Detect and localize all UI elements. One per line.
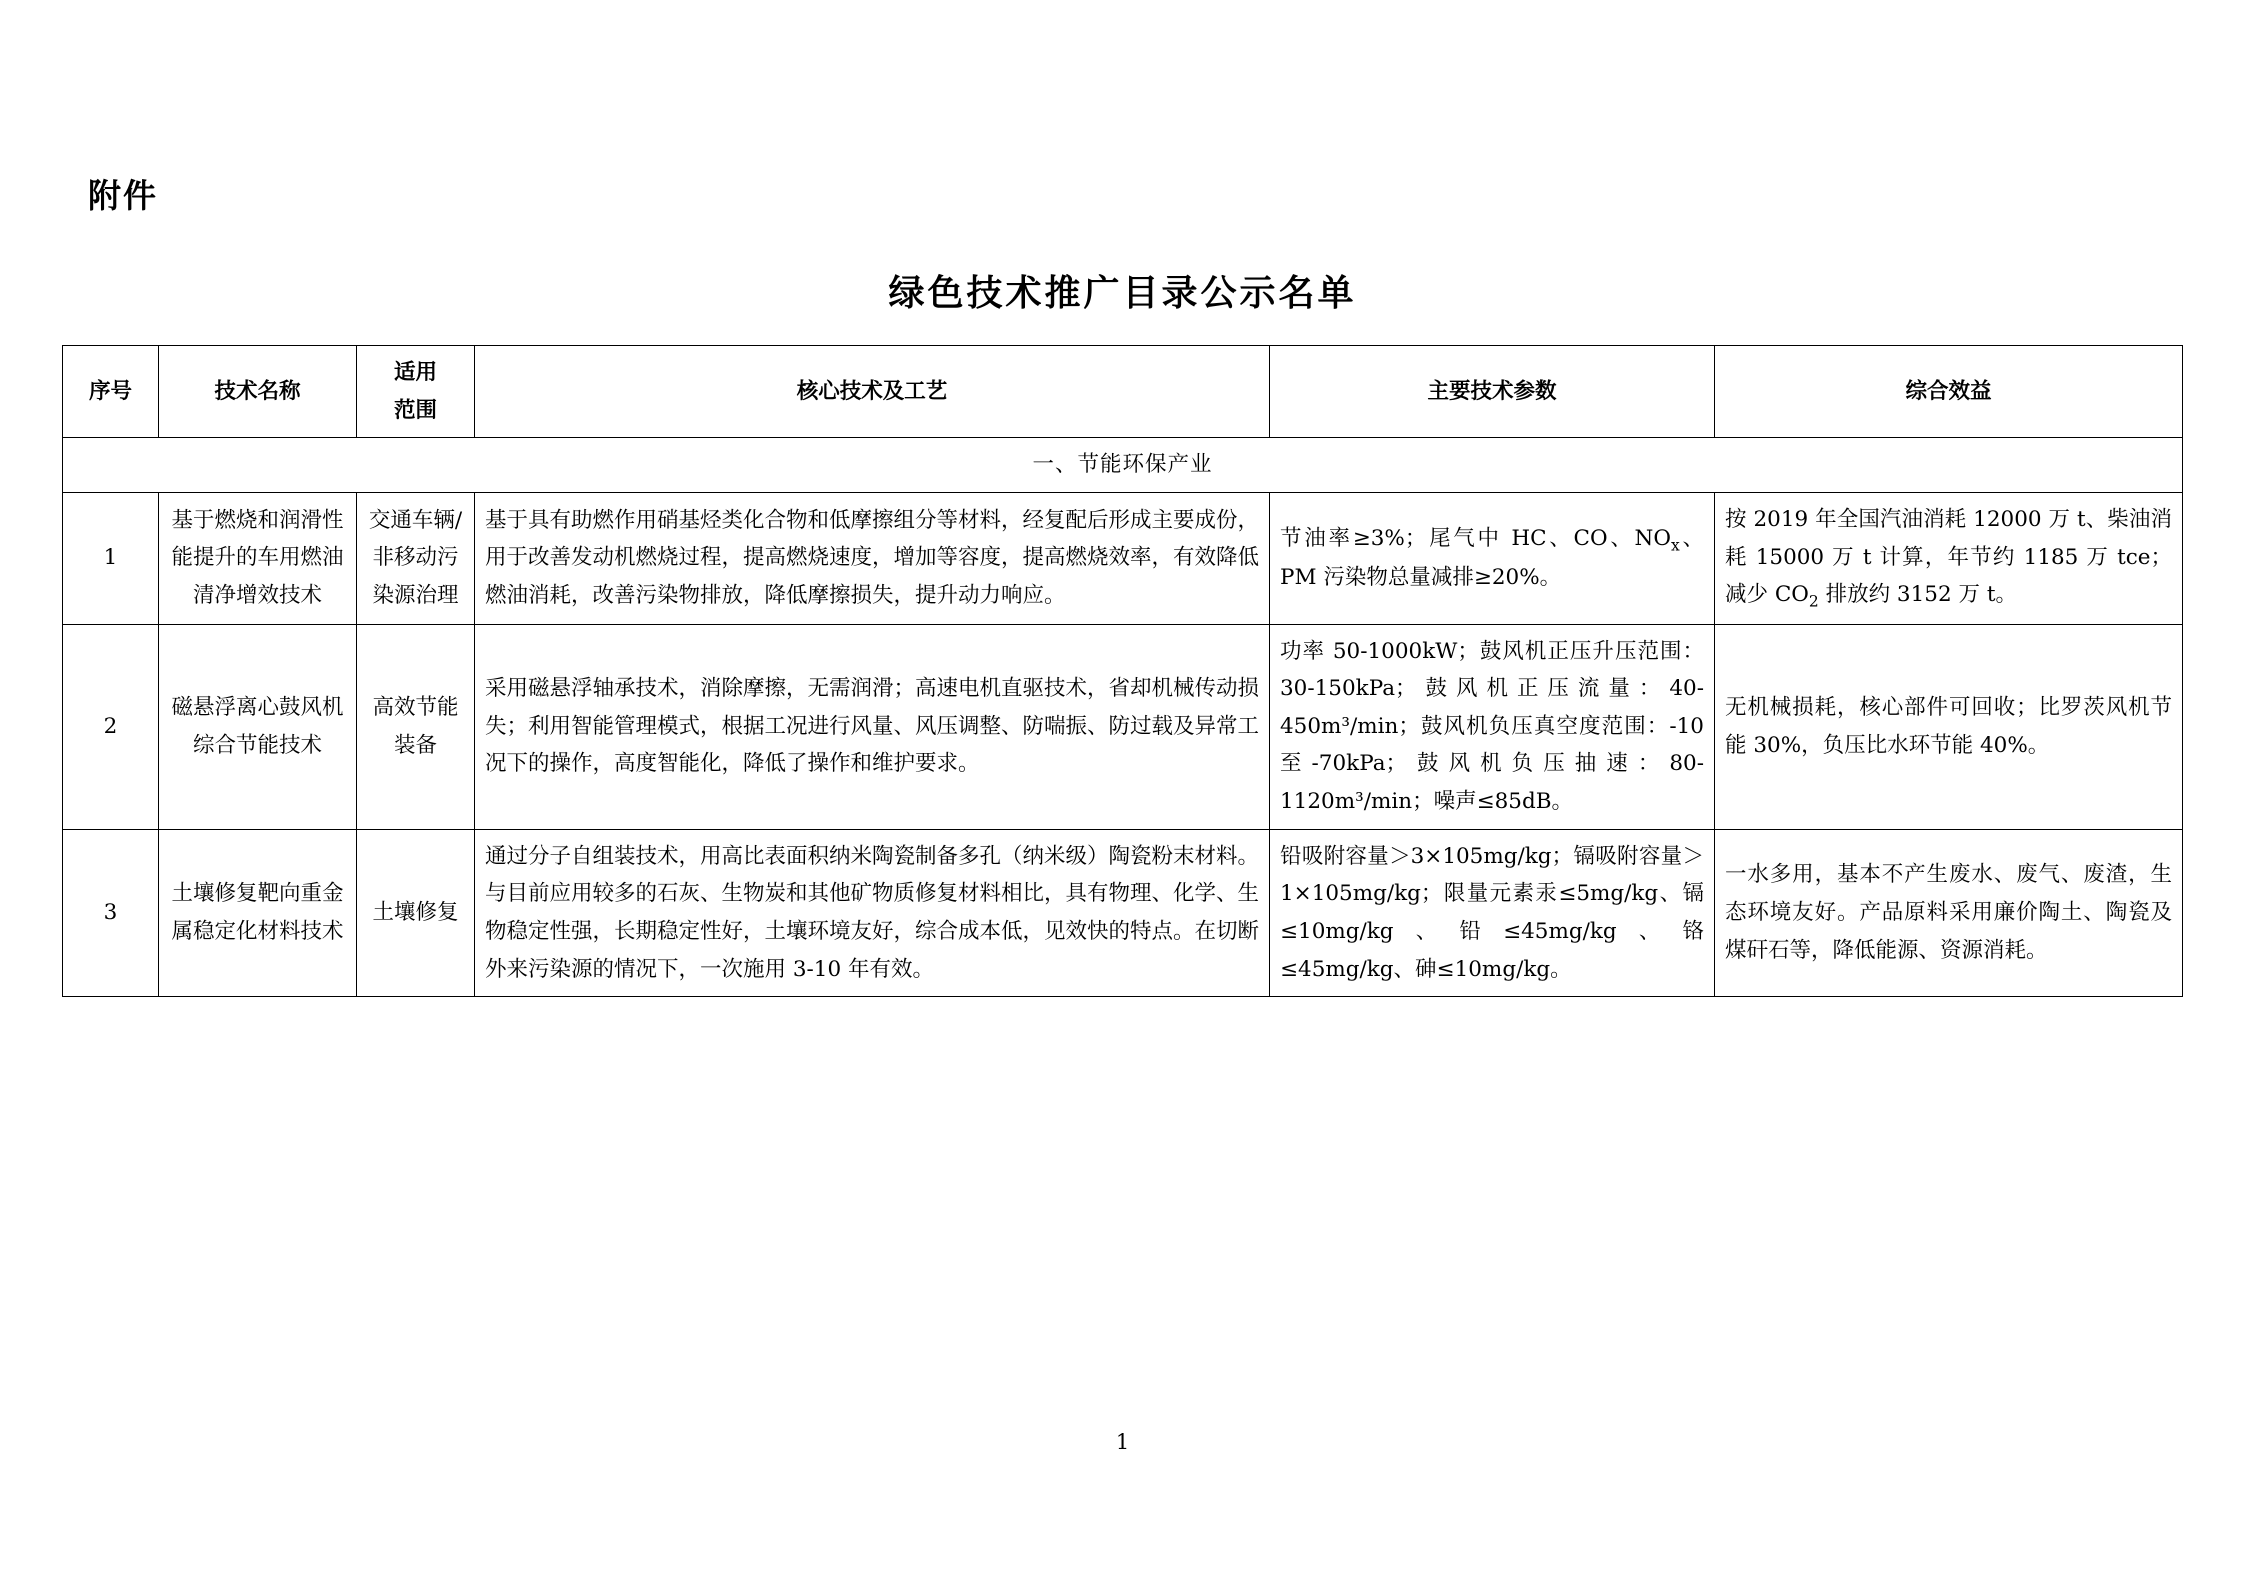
table-header <box>63 346 2183 438</box>
row-tech-name: 磁悬浮离心鼓风机综合节能技术 <box>159 624 357 829</box>
column-header-scope-line2: 范围 <box>393 397 437 423</box>
column-header-scope <box>357 346 475 438</box>
row-core-tech: 基于具有助燃作用硝基烃类化合物和低摩擦组分等材料，经复配后形成主要成份，用于改善发动机燃烧过程，提高燃烧速度，增加等容度，提高燃烧效率，有效降低燃油消耗，改善污染物排放，降低摩擦损失，提升动力响应。 <box>475 492 1270 624</box>
row-core-tech: 通过分子自组装技术，用高比表面积纳米陶瓷制备多孔（纳米级）陶瓷粉末材料。与目前应用较多的石灰、生物炭和其他矿物质修复材料相比，具有物理、化学、生物稳定性强，长期稳定性好，土壤环境友好，综合成本低，见效快的特点。在切断外来污染源的情况下，一次施用 3-10 年有效。 <box>475 829 1270 997</box>
row-tech-name: 土壤修复靶向重金属稳定化材料技术 <box>159 829 357 997</box>
table-header-row <box>63 346 2183 438</box>
row-core-tech: 采用磁悬浮轴承技术，消除摩擦，无需润滑；高速电机直驱技术，省却机械传动损失；利用智能管理模式，根据工况进行风量、风压调整、防喘振、防过载及异常工况下的操作，高度智能化，降低了操作和维护要求。 <box>475 624 1270 829</box>
page-title: 绿色技术推广目录公示名单 <box>888 272 1357 314</box>
row-main-params: 铅吸附容量＞3×105mg/kg；镉吸附容量＞1×105mg/kg；限量元素汞≤5mg/kg、镉≤10mg/kg、铅≤45mg/kg、铬≤45mg/kg、砷≤10mg/kg。 <box>1270 829 1715 997</box>
row-main-params: 节油率≥3%；尾气中 HC、CO、$NO_x$、PM 污染物总量减排≥20%。 <box>1270 492 1715 624</box>
row-tech-name: 基于燃烧和润滑性能提升的车用燃油清净增效技术 <box>159 492 357 624</box>
attachment-label: 附件 <box>88 176 158 215</box>
column-header-tech-name: 技术名称 <box>159 346 357 438</box>
row-scope: 交通车辆/非移动污染源治理 <box>357 492 475 624</box>
row-benefits: 无机械损耗，核心部件可回收；比罗茨风机节能 30%，负压比水环节能 40%。 <box>1715 624 2183 829</box>
column-header-benefits: 综合效益 <box>1715 346 2183 438</box>
row-benefits: 按 2019 年全国汽油消耗 12000 万 t、柴油消耗 15000 万 t 计算，年节约 1185 万 tce；减少 $CO_2$ 排放约 3152 万 t。 <box>1715 492 2183 624</box>
row-scope: 土壤修复 <box>357 829 475 997</box>
row-no: 2 <box>63 624 159 829</box>
table-body <box>63 438 2183 997</box>
table-row <box>63 624 2183 829</box>
table-row <box>63 492 2183 624</box>
column-header-no: 序号 <box>63 346 159 438</box>
row-no: 3 <box>63 829 159 997</box>
column-header-scope-line1: 适用 <box>393 360 437 385</box>
row-scope: 高效节能装备 <box>357 624 475 829</box>
row-main-params: 功率 50-1000kW；鼓风机正压升压范围：30-150kPa；鼓风机正压流量：40-450m³/min；鼓风机负压真空度范围：-10 至-70kPa；鼓风机负压抽速：80-1120m³/min；噪声≤85dB。 <box>1270 624 1715 829</box>
table-row <box>63 829 2183 997</box>
column-header-main-params: 主要技术参数 <box>1270 346 1715 438</box>
section-title: 一、节能环保产业 <box>63 438 2183 493</box>
row-benefits: 一水多用，基本不产生废水、废气、废渣，生态环境友好。产品原料采用廉价陶土、陶瓷及煤矸石等，降低能源、资源消耗。 <box>1715 829 2183 997</box>
column-header-core-tech: 核心技术及工艺 <box>475 346 1270 438</box>
green-technology-catalog-table <box>62 345 2183 997</box>
row-no: 1 <box>63 492 159 624</box>
page-number: 1 <box>1115 1430 1130 1454</box>
table-section-row <box>63 438 2183 493</box>
